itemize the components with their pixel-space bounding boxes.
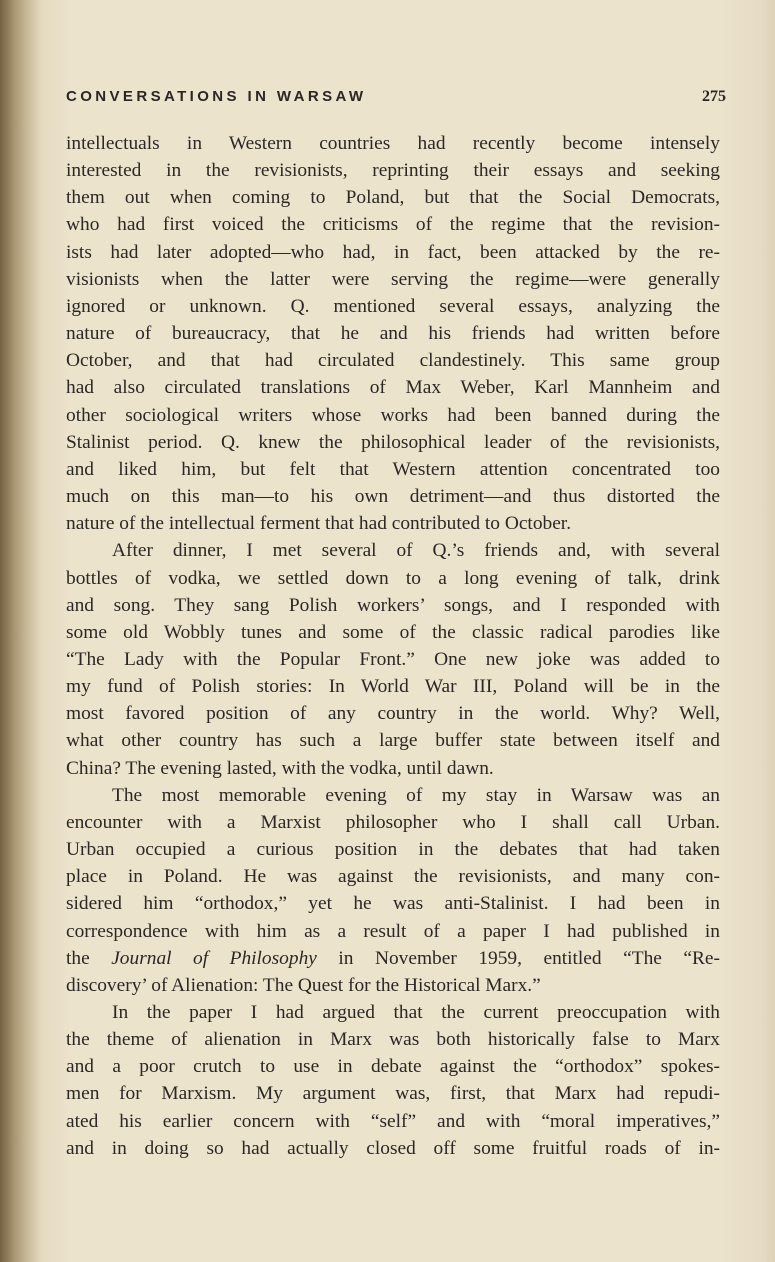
text-line: them out when coming to Poland, but that the Social Democrats, xyxy=(66,187,720,209)
text-line: The most memorable evening of my stay in Warsaw was an xyxy=(112,784,720,806)
text-line: and liked him, but felt that Western attention concentrated too xyxy=(66,458,720,480)
text-line: “The Lady with the Popular Front.” One new joke was added to xyxy=(66,648,720,670)
text-line: After dinner, I met several of Q.’s friends and, with several xyxy=(112,540,720,562)
text-line: and song. They sang Polish workers’ songs, and I responded with xyxy=(66,594,720,616)
text-line: ignored or unknown. Q. mentioned several essays, analyzing the xyxy=(66,295,720,317)
text-line: my fund of Polish stories: In World War III, Poland will be in the xyxy=(66,676,720,698)
text-line: visionists when the latter were serving the regime—were generally xyxy=(66,268,720,290)
text-line: who had first voiced the criticisms of the regime that the revision- xyxy=(66,214,720,236)
text-fragment: in November 1959, entitled “The “Re- xyxy=(316,947,720,969)
text-line: Stalinist period. Q. knew the philosophical leader of the revisionists, xyxy=(66,431,720,453)
text-line: much on this man—to his own detriment—and thus distorted the xyxy=(66,486,720,508)
text-line: other sociological writers whose works had been banned during the xyxy=(66,404,720,426)
page-number: 275 xyxy=(702,88,726,105)
text-line: nature of the intellectual ferment that had contributed to October. xyxy=(66,513,572,535)
text-line: and a poor crutch to use in debate against the “orthodox” spokes- xyxy=(66,1056,720,1078)
text-line: encounter with a Marxist philosopher who I shall call Urban. xyxy=(66,811,720,833)
text-line: In the paper I had argued that the current preoccupation with xyxy=(112,1002,720,1023)
text-line: bottles of vodka, we settled down to a long evening of talk, drink xyxy=(66,567,720,589)
text-line: most favored position of any country in the world. Why? Well, xyxy=(66,703,720,725)
text-line: men for Marxism. My argument was, first, that Marx had repudi- xyxy=(66,1083,720,1105)
text-line: ated his earlier concern with “self” and with “moral imperatives,” xyxy=(66,1110,720,1132)
text-line: discovery’ of Alienation: The Quest for the Historical Marx.” xyxy=(66,974,541,996)
text-line: ists had later adopted—who had, in fact, been attacked by the re- xyxy=(66,241,720,263)
text-line: nature of bureaucracy, that he and his friends had written before xyxy=(66,323,720,345)
text-fragment: the xyxy=(66,947,112,969)
text-line: the theme of alienation in Marx was both historically false to Marx xyxy=(66,1029,720,1051)
body-text xyxy=(66,130,720,1162)
binding-shadow xyxy=(0,0,40,1262)
running-head: CONVERSATIONS IN WARSAW xyxy=(66,88,367,105)
text-line: had also circulated translations of Max Weber, Karl Mannheim and xyxy=(66,377,720,399)
paragraph-3 xyxy=(66,782,720,999)
text-line: October, and that had circulated clandestinely. This same group xyxy=(66,350,720,372)
paragraph-4 xyxy=(66,999,720,1162)
page-header xyxy=(66,88,726,112)
text-line: what other country has such a large buffer state between itself and xyxy=(66,730,720,752)
text-line: intellectuals in Western countries had recently become intensely xyxy=(66,133,720,154)
paragraph-2 xyxy=(66,537,720,781)
text-line-journal xyxy=(66,945,720,972)
text-line: interested in the revisionists, reprinting their essays and seeking xyxy=(66,160,720,182)
text-line: China? The evening lasted, with the vodka, until dawn. xyxy=(66,757,494,779)
text-line: sidered him “orthodox,” yet he was anti-Stalinist. I had been in xyxy=(66,893,720,915)
text-line: some old Wobbly tunes and some of the classic radical parodies like xyxy=(66,621,720,643)
text-line: place in Poland. He was against the revisionists, and many con- xyxy=(66,866,720,888)
journal-title: Journal of Philosophy xyxy=(111,947,317,969)
text-line: Urban occupied a curious position in the debates that had taken xyxy=(66,839,720,861)
text-line: and in doing so had actually closed off some fruitful roads of in- xyxy=(66,1137,720,1159)
text-line: correspondence with him as a result of a paper I had published in xyxy=(66,920,720,942)
paragraph-1 xyxy=(66,130,720,537)
